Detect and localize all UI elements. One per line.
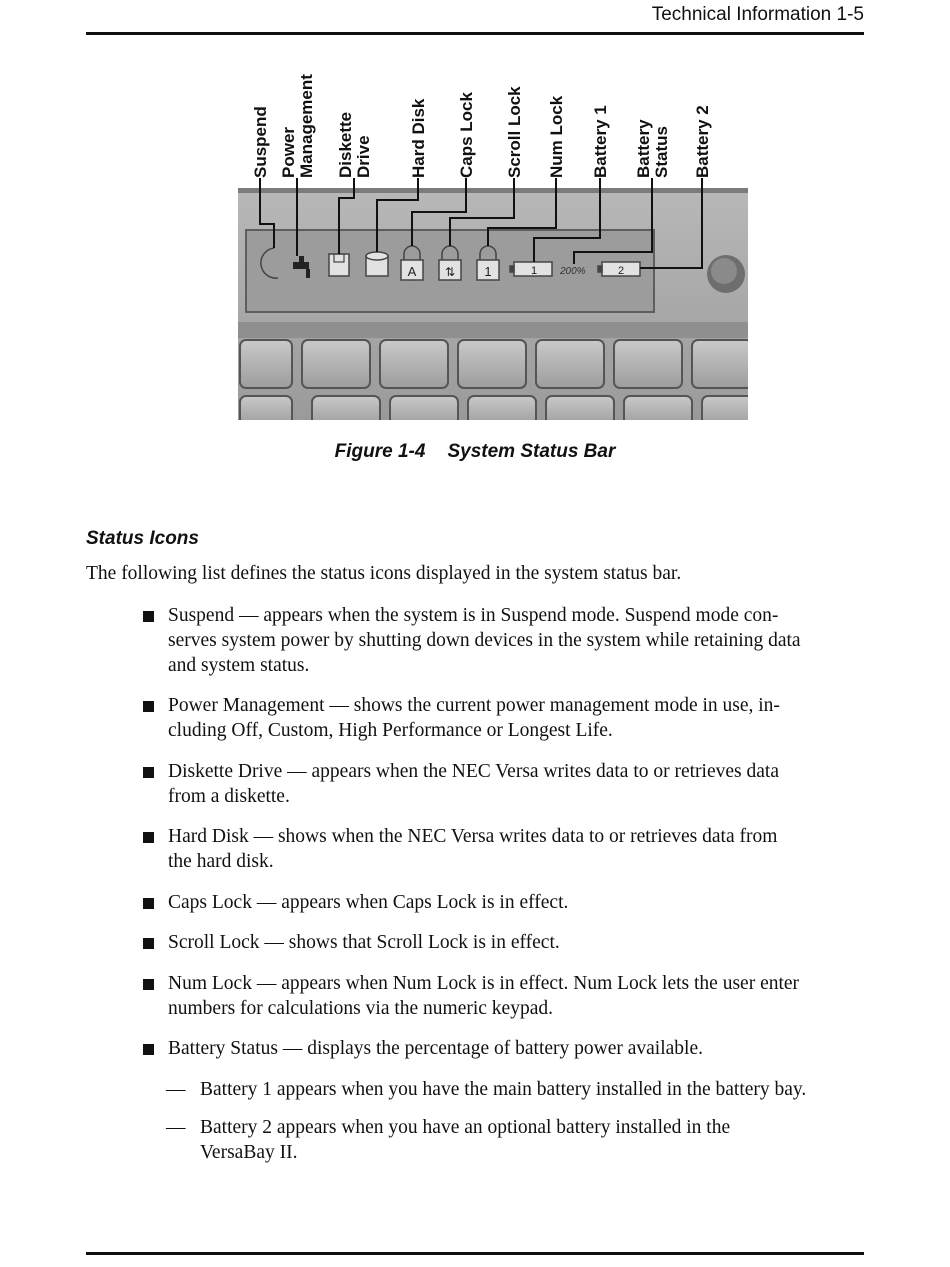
figure-label-8 [591,105,610,178]
figure-label-9 [634,119,671,178]
figure-label-10 [693,105,712,178]
list-item [168,971,858,1021]
bullet-square-icon [143,1044,154,1055]
figure-label-4 [409,98,428,178]
list-item-line: Suspend — appears when the system is in Suspend mode. Suspend mode con- [168,605,779,626]
figure-title: System Status Bar [447,441,616,462]
sub-item-line: Battery 2 appears when you have an optional battery installed in the [200,1117,731,1138]
figure-label-2 [279,74,316,178]
list-item-line: Power Management — shows the current power management mode in use, in- [168,695,780,716]
intro-paragraph: The following list defines the status icons displayed in the system status bar. [86,563,682,584]
figure-number: Figure 1-4 [334,441,426,462]
page-header [86,0,864,34]
list-item-line: Hard Disk — shows when the NEC Versa writes data to or retrieves data from [168,826,778,847]
list-item-line: cluding Off, Custom, High Performance or Longest Life. [168,720,613,741]
system-status-bar-figure [238,40,748,420]
list-item-line: Num Lock — appears when Num Lock is in effect. Num Lock lets the user enter [168,973,800,994]
bullet-square-icon [143,898,154,909]
sub-item-line: Battery 1 appears when you have the main battery installed in the battery bay. [200,1079,807,1100]
list-item-line: numbers for calculations via the numeric keypad. [168,998,553,1019]
list-item-line: from a diskette. [168,786,290,807]
figure-label-text: Battery 1 [591,105,610,178]
bullet-square-icon [143,767,154,778]
scroll-lock-glyph: ⇅ [444,265,456,279]
sub-list-item [166,1115,860,1165]
bullet-square-icon [143,979,154,990]
figure-label-text: Caps Lock [457,92,476,178]
figure-labels [251,74,712,178]
list-item [168,693,858,743]
battery-1-glyph: 1 [530,265,538,277]
bullet-square-icon [143,832,154,843]
list-item [168,1036,858,1061]
figure-label-5 [457,91,476,178]
figure-label-text: Battery [634,119,653,178]
sub-item-dash: — [166,1079,186,1100]
bullet-square-icon [143,938,154,949]
list-item-line: and system status. [168,655,310,676]
list-item [168,603,858,678]
figure-label-text: Scroll Lock [505,86,524,178]
hard-disk-icon [366,252,388,276]
status-bar-illustration [238,40,748,420]
list-item [168,930,858,955]
battery-status-readout: 200% [560,266,586,277]
list-item-line: Battery Status — displays the percentage of battery power available. [168,1038,703,1059]
figure-label-text: Management [297,74,316,178]
figure-label-text: Suspend [251,106,270,178]
list-item-line: Scroll Lock — shows that Scroll Lock is in effect. [168,932,560,953]
list-item [168,890,858,915]
list-item-line: serves system power by shutting down devices in the system while retaining data [168,630,801,651]
bullet-square-icon [143,611,154,622]
list-item [168,824,858,874]
figure-caption [0,441,950,463]
figure-label-6 [505,86,524,178]
bullet-square-icon [143,701,154,712]
list-item-line: Caps Lock — appears when Caps Lock is in effect. [168,892,569,913]
battery-2-glyph: 2 [617,265,625,277]
num-lock-glyph: 1 [484,264,492,279]
figure-label-text: Diskette [336,111,355,178]
diskette-icon [329,254,349,276]
figure-label-1 [251,106,270,178]
figure-label-7 [547,95,566,178]
page-header-title: Technical Information 1-5 [651,4,864,25]
list-item [168,759,858,809]
section-heading: Status Icons [86,528,199,549]
sub-item-dash: — [166,1117,186,1138]
figure-label-text: Battery 2 [693,105,712,178]
sub-item-line: VersaBay II. [200,1142,298,1163]
list-item-line: Diskette Drive — appears when the NEC Versa writes data to or retrieves data [168,761,779,782]
header-rule [86,32,864,35]
keyboard-keys [240,340,748,420]
list-item-line: the hard disk. [168,851,274,872]
footer-rule [86,1252,864,1255]
figure-label-text: Power [279,126,298,178]
figure-label-text: Status [652,126,671,178]
sub-list-item [166,1077,860,1102]
figure-label-text: Num Lock [547,95,566,178]
figure-label-text: Hard Disk [409,98,428,178]
figure-label-text: Drive [354,135,373,178]
caps-lock-glyph: A [407,264,417,279]
figure-label-3 [336,112,373,178]
